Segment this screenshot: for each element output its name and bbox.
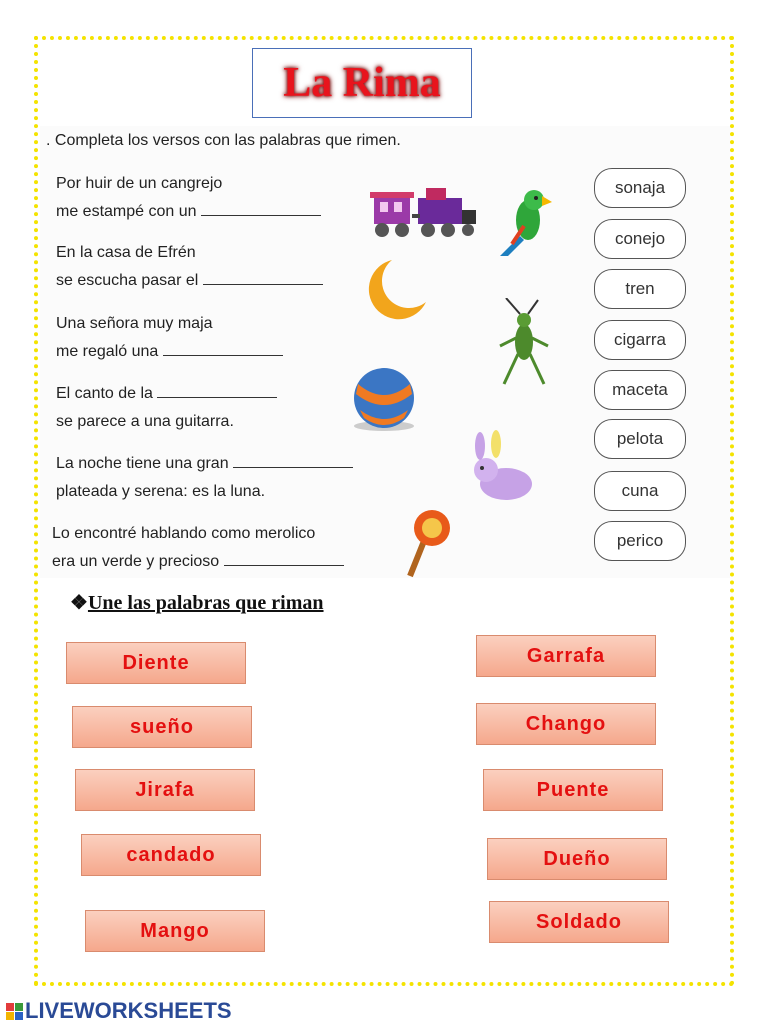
answer-blank[interactable]	[233, 453, 353, 468]
match-word-right[interactable]: Garrafa	[476, 635, 656, 677]
page-title: La Rima	[283, 60, 441, 106]
match-word-right[interactable]: Puente	[483, 769, 663, 811]
match-word-left[interactable]: candado	[81, 834, 261, 876]
match-word-left[interactable]: Jirafa	[75, 769, 255, 811]
verse-line: Una señora muy maja	[56, 315, 213, 332]
match-word-right[interactable]: Soldado	[489, 901, 669, 943]
cricket-icon	[498, 298, 550, 390]
word-bank-item[interactable]: tren	[594, 269, 686, 309]
verse-line: En la casa de Efrén	[56, 244, 196, 261]
instruction-text: . Completa los versos con las palabras que rimen.	[46, 132, 401, 149]
verse-4	[56, 380, 277, 436]
verse-line: me estampé con un	[56, 203, 197, 220]
verse-3	[56, 310, 283, 366]
verse-6	[52, 520, 344, 576]
answer-blank[interactable]	[163, 341, 283, 356]
word-bank-item[interactable]: perico	[594, 521, 686, 561]
answer-blank[interactable]	[203, 270, 323, 285]
match-word-right[interactable]: Dueño	[487, 838, 667, 880]
rabbit-icon	[466, 430, 542, 506]
answer-blank[interactable]	[224, 551, 344, 566]
verse-line: se parece a una guitarra.	[56, 413, 234, 430]
verse-line: Por huir de un cangrejo	[56, 175, 223, 192]
verse-line: El canto de la	[56, 385, 153, 402]
answer-blank[interactable]	[157, 383, 277, 398]
word-bank-item[interactable]: cigarra	[594, 320, 686, 360]
match-word-left[interactable]: Mango	[85, 910, 265, 952]
rattle-icon	[400, 506, 458, 578]
verse-line: Lo encontré hablando como merolico	[52, 525, 316, 542]
match-word-right[interactable]: Chango	[476, 703, 656, 745]
diamond-bullet-icon: ❖	[70, 592, 88, 614]
train-icon	[368, 184, 480, 242]
parrot-icon	[494, 186, 554, 260]
word-bank-item[interactable]: sonaja	[594, 168, 686, 208]
verse-2	[56, 239, 323, 295]
ball-icon	[348, 366, 420, 432]
match-word-left[interactable]: sueño	[72, 706, 252, 748]
match-word-left[interactable]: Diente	[66, 642, 246, 684]
verse-line: La noche tiene una gran	[56, 455, 229, 472]
footer-brand	[6, 998, 232, 1024]
word-bank-item[interactable]: conejo	[594, 219, 686, 259]
verse-line: era un verde y precioso	[52, 553, 220, 570]
word-bank-item[interactable]: pelota	[594, 419, 686, 459]
footer-brand-text: LIVEWORKSHEETS	[25, 998, 232, 1023]
title-box	[252, 48, 472, 118]
moon-icon	[362, 256, 430, 322]
verse-line: plateada y serena: es la luna.	[56, 483, 266, 500]
section-title: Une las palabras que riman	[87, 592, 324, 614]
verse-line: se escucha pasar el	[56, 272, 199, 289]
verse-5	[56, 450, 353, 506]
liveworksheets-logo-icon	[6, 1003, 23, 1020]
verse-line: me regaló una	[56, 343, 159, 360]
verse-1	[56, 170, 321, 226]
section-heading	[70, 590, 324, 615]
word-bank-item[interactable]: maceta	[594, 370, 686, 410]
word-bank-item[interactable]: cuna	[594, 471, 686, 511]
answer-blank[interactable]	[201, 201, 321, 216]
